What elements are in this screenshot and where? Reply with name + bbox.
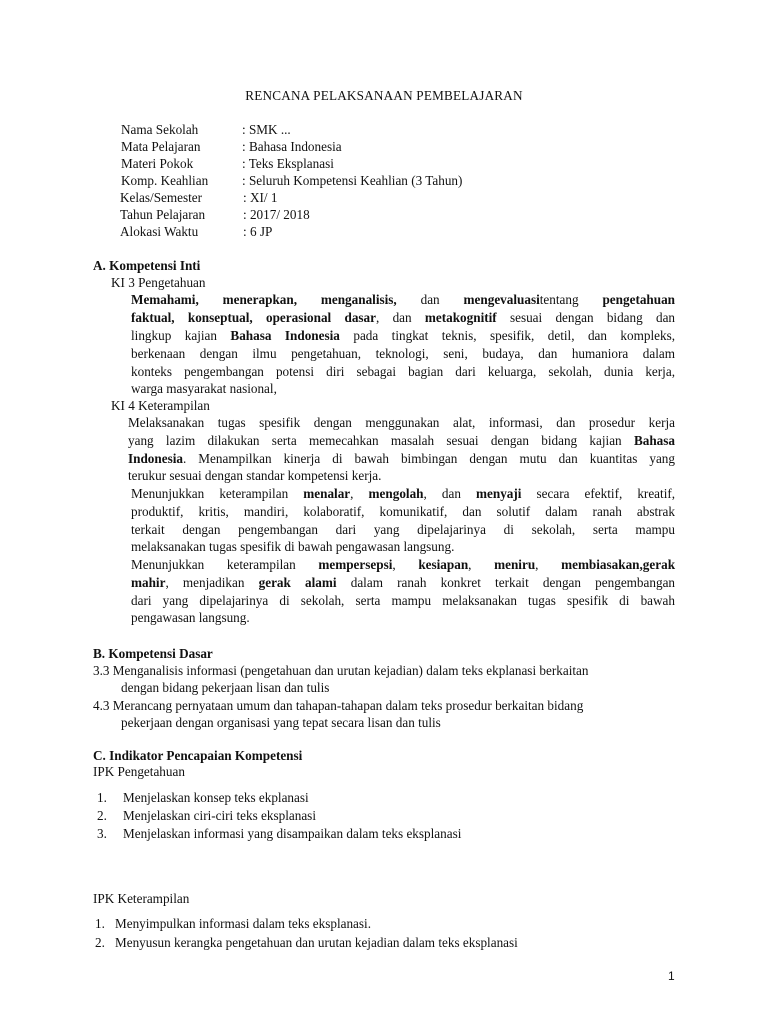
list-item: Menjelaskan informasi yang disampaikan dalam teks eksplanasi	[123, 826, 462, 841]
ki4-line: melaksanakan tugas spesifik di bawah pengawasan langsung.	[131, 539, 455, 554]
bold-text: gerak alami	[258, 575, 337, 590]
ki4-label: KI 4 Keterampilan	[111, 398, 210, 413]
text: tentang	[539, 292, 579, 307]
bold-text: meniru	[494, 557, 536, 572]
ki3-line	[131, 328, 675, 344]
list-number: 1.	[95, 916, 105, 931]
ki3-line: warga masyarakat nasional,	[131, 381, 277, 396]
identity-value: : Teks Eksplanasi	[242, 156, 334, 171]
bold-text: mahir	[131, 575, 166, 590]
text: ,	[468, 557, 472, 572]
bold-text: faktual, konseptual, operasional dasar	[131, 310, 376, 325]
ki4-line: pengawasan langsung.	[131, 610, 250, 625]
bold-text: membiasakan,gerak	[561, 557, 676, 572]
list-number: 3.	[97, 826, 107, 841]
identity-label: Alokasi Waktu	[120, 224, 199, 239]
identity-label: Kelas/Semester	[120, 190, 203, 205]
ipk-pengetahuan-label: IPK Pengetahuan	[93, 764, 185, 779]
ki3-line	[131, 310, 675, 326]
ki4-line: terkait dengan pengembangan dari yang dipelajarinya di sekolah, serta mampu	[131, 522, 675, 537]
ki4-line	[128, 451, 675, 467]
ki3-line	[131, 292, 675, 308]
text: Menunjukkan keterampilan	[131, 486, 289, 501]
text: ,	[392, 557, 396, 572]
ki3-label: KI 3 Pengetahuan	[111, 275, 206, 290]
ki4-line: dari yang dipelajarinya di sekolah, serta mampu melaksanakan tugas spesifik di bawah	[131, 593, 675, 608]
list-number: 2.	[95, 935, 105, 950]
ki3-line: berkenaan dengan ilmu pengetahuan, teknologi, seni, budaya, dan humaniora dalam	[131, 346, 675, 361]
identity-label: Materi Pokok	[121, 156, 194, 171]
ki4-line: produktif, kritis, mandiri, kolaboratif, komunikatif, dan solutif dalam ranah abstrak	[131, 504, 675, 519]
identity-label: Tahun Pelajaran	[120, 207, 206, 222]
section-c-heading: C. Indikator Pencapaian Kompetensi	[93, 748, 303, 763]
text: pada tingkat teknis, spesifik, detil, dan kompleks,	[353, 328, 676, 343]
text: secara efektif, kreatif,	[536, 486, 676, 501]
identity-label: Komp. Keahlian	[121, 173, 209, 188]
kd-3-3-line: 3.3 Menganalisis informasi (pengetahuan dan urutan kejadian) dalam teks ekplanasi berkaitan	[93, 663, 589, 678]
page-number: 1	[668, 969, 675, 983]
ki4-line	[128, 433, 675, 449]
bold-text: Memahami, menerapkan, menganalisis,	[131, 292, 397, 307]
text: ,	[535, 557, 539, 572]
bold-text: Bahasa	[633, 433, 675, 448]
text: . Menampilkan kinerja di bawah bimbingan dengan mutu dan kuantitas yang	[182, 451, 675, 466]
list-item: Menyusun kerangka pengetahuan dan urutan kejadian dalam teks eksplanasi	[115, 935, 518, 950]
identity-value: : Bahasa Indonesia	[242, 139, 342, 154]
text: , dan	[423, 486, 461, 501]
text: sesuai dengan bidang dan	[509, 310, 676, 325]
identity-label: Nama Sekolah	[121, 122, 199, 137]
list-item: Menjelaskan ciri-ciri teks eksplanasi	[123, 808, 316, 823]
text: , menjadikan	[165, 575, 245, 590]
identity-value: : 2017/ 2018	[243, 207, 310, 222]
ki4-line	[131, 575, 675, 591]
text: dan	[420, 292, 440, 307]
section-a-heading: A. Kompetensi Inti	[93, 258, 201, 273]
bold-text: menalar	[303, 486, 351, 501]
bold-text: mengevaluasi	[463, 292, 540, 307]
kd-4-3-line: 4.3 Merancang pernyataan umum dan tahapan-tahapan dalam teks prosedur berkaitan bidang	[93, 698, 584, 713]
text: yang lazim dilakukan serta memecahkan masalah sesuai dengan bidang kajian	[128, 433, 622, 448]
page-title: RENCANA PELAKSANAAN PEMBELAJARAN	[245, 88, 523, 103]
identity-value: : XI/ 1	[243, 190, 278, 205]
section-b-heading: B. Kompetensi Dasar	[93, 646, 213, 661]
text: lingkup kajian	[131, 328, 217, 343]
text: ,	[350, 486, 354, 501]
kd-4-3-line: pekerjaan dengan organisasi yang tepat secara lisan dan tulis	[121, 715, 441, 730]
list-item: Menjelaskan konsep teks ekplanasi	[123, 790, 309, 805]
bold-text: mempersepsi	[318, 557, 393, 572]
text: , dan	[376, 310, 412, 325]
list-number: 1.	[97, 790, 107, 805]
bold-text: metakognitif	[424, 310, 497, 325]
list-item: Menyimpulkan informasi dalam teks eksplanasi.	[115, 916, 372, 931]
bold-text: menyaji	[476, 486, 522, 501]
kd-3-3-line: dengan bidang pekerjaan lisan dan tulis	[121, 680, 330, 695]
identity-value: : 6 JP	[243, 224, 273, 239]
bold-text: Bahasa Indonesia	[230, 328, 340, 343]
ki3-line: konteks pengembangan potensi diri sebagai bagian dari keluarga, sekolah, dunia kerja,	[131, 364, 675, 379]
identity-label: Mata Pelajaran	[121, 139, 201, 154]
list-number: 2.	[97, 808, 107, 823]
ipk-keterampilan-label: IPK Keterampilan	[93, 891, 190, 906]
ki4-line	[131, 557, 675, 573]
ki4-line	[131, 486, 675, 502]
text: Menunjukkan keterampilan	[131, 557, 296, 572]
identity-value: : Seluruh Kompetensi Keahlian (3 Tahun)	[242, 173, 463, 188]
ki4-line: Melaksanakan tugas spesifik dengan menggunakan alat, informasi, dan prosedur kerja	[128, 415, 675, 430]
identity-value: : SMK ...	[242, 122, 291, 137]
bold-text: kesiapan	[418, 557, 469, 572]
bold-text: mengolah	[368, 486, 424, 501]
text: dalam ranah konkret terkait dengan pengembangan	[350, 575, 676, 590]
bold-text: pengetahuan	[602, 292, 676, 307]
ki4-line: terukur sesuai dengan standar kompetensi kerja.	[128, 468, 382, 483]
bold-text: Indonesia	[128, 451, 183, 466]
